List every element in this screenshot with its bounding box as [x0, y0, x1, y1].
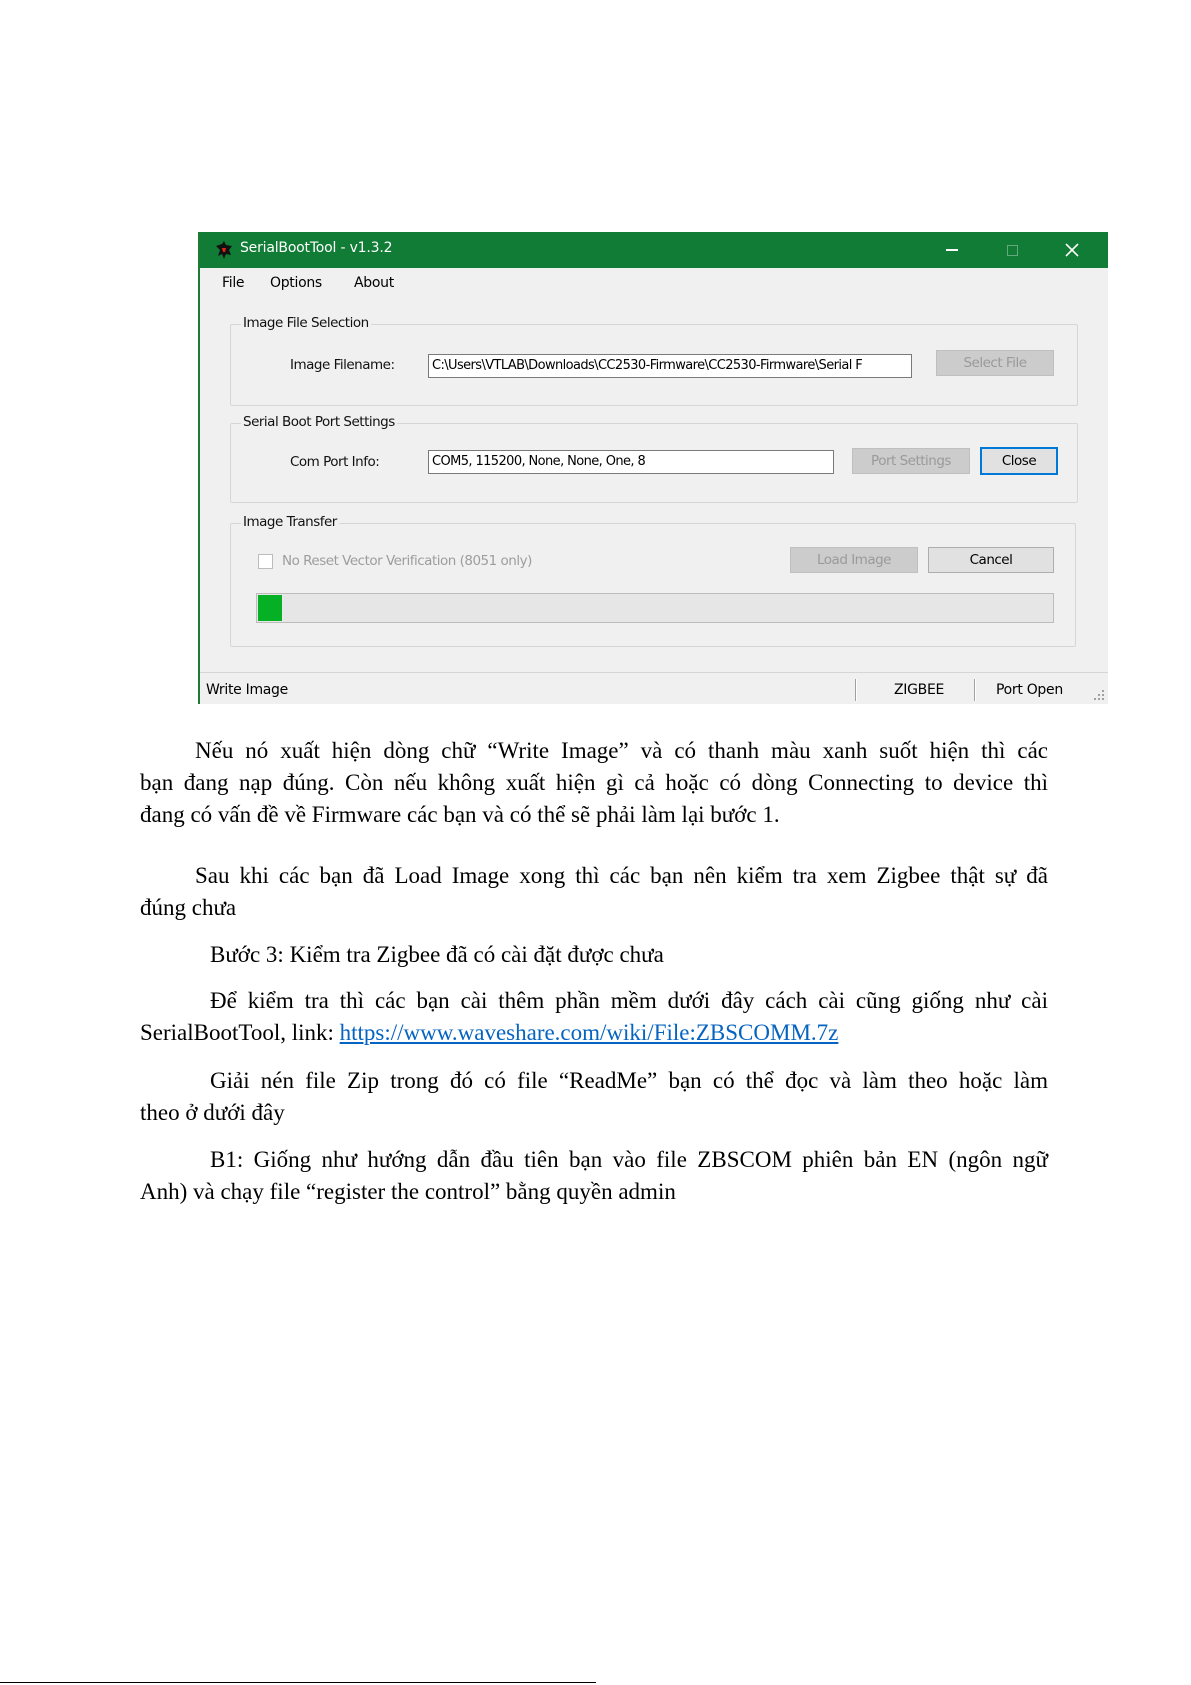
text-line: Sau khi các bạn đã Load Image xong thì các bạn nên kiểm tra xem Zigbee thật sự đã — [195, 863, 1048, 888]
menu-bar — [200, 268, 1108, 298]
group-legend: Image File Selection — [243, 315, 369, 331]
maximize-icon — [1007, 245, 1018, 256]
resize-grip-icon[interactable] — [1091, 689, 1105, 701]
window-title: SerialBootTool - v1.3.2 — [240, 240, 393, 256]
no-reset-vector-label: No Reset Vector Verification (8051 only) — [282, 553, 532, 569]
menu-options[interactable]: Options — [270, 275, 322, 291]
progress-fill — [258, 595, 282, 621]
close-window-button[interactable] — [1042, 232, 1102, 268]
image-filename-label: Image Filename: — [290, 357, 395, 373]
paragraph-after-load — [140, 860, 1048, 924]
text-line: theo ở dưới đây — [140, 1100, 285, 1125]
minimize-button[interactable] — [922, 232, 982, 268]
status-separator — [855, 679, 857, 701]
status-bar — [200, 672, 1108, 704]
text-line: Anh) và chạy file “register the control” bằng quyền admin — [140, 1179, 676, 1204]
text-line: Bước 3: Kiểm tra Zigbee đã có cài đặt được chưa — [210, 942, 664, 967]
menu-file[interactable]: File — [222, 275, 245, 291]
select-file-button[interactable]: Select File — [936, 350, 1054, 376]
image-transfer-group — [230, 514, 1076, 647]
cancel-button[interactable]: Cancel — [928, 547, 1054, 573]
paragraph-b1 — [140, 1144, 1048, 1208]
close-button[interactable]: Close — [980, 447, 1058, 475]
close-icon — [1065, 243, 1079, 257]
zbscomm-download-link[interactable]: https://www.waveshare.com/wiki/File:ZBSCOMM.7z — [339, 1020, 839, 1045]
paragraph-unzip — [140, 1065, 1048, 1129]
text-span: SerialBootTool, link: — [140, 1020, 340, 1045]
footnote-rule — [0, 1682, 596, 1683]
serialboottool-screenshot — [198, 232, 1108, 704]
title-bar — [200, 232, 1108, 268]
status-device: ZIGBEE — [894, 682, 945, 698]
status-port: Port Open — [996, 682, 1063, 698]
text-line: Nếu nó xuất hiện dòng chữ “Write Image” và có thanh màu xanh suốt hiện thì các — [195, 738, 1048, 763]
paragraph-write-image — [140, 735, 1048, 831]
menu-about[interactable]: About — [354, 275, 394, 291]
text-line: B1: Giống như hướng dẫn đầu tiên bạn vào file ZBSCOM phiên bản EN (ngôn ngữ — [210, 1147, 1048, 1172]
group-legend: Serial Boot Port Settings — [243, 414, 395, 430]
text-line — [140, 1017, 1048, 1049]
no-reset-vector-checkbox[interactable] — [258, 554, 273, 569]
transfer-progress-bar — [256, 593, 1054, 623]
step-3-heading — [140, 939, 1048, 971]
status-separator — [974, 679, 976, 701]
text-line: bạn đang nạp đúng. Còn nếu không xuất hiện gì cả hoặc có dòng Connecting to device thì — [140, 770, 1048, 795]
com-port-info-field[interactable]: COM5, 115200, None, None, One, 8 — [428, 450, 834, 474]
group-legend: Image Transfer — [243, 514, 337, 530]
minimize-icon — [946, 249, 958, 251]
paragraph-install-software — [140, 985, 1048, 1049]
com-port-info-label: Com Port Info: — [290, 454, 380, 470]
load-image-button[interactable]: Load Image — [790, 547, 918, 573]
text-line: đúng chưa — [140, 895, 237, 920]
text-line: Để kiểm tra thì các bạn cài thêm phần mềm dưới đây cách cài cũng giống như cài — [210, 988, 1048, 1013]
text-line: đang có vấn đề về Firmware các bạn và có thể sẽ phải làm lại bước 1. — [140, 802, 780, 827]
image-filename-field[interactable]: C:\Users\VTLAB\Downloads\CC2530-Firmware\CC2530-Firmware\Serial F — [428, 354, 912, 378]
app-logo-icon — [214, 240, 234, 260]
port-settings-button[interactable]: Port Settings — [852, 448, 970, 474]
status-text: Write Image — [206, 682, 288, 698]
maximize-button[interactable] — [982, 232, 1042, 268]
text-line: Giải nén file Zip trong đó có file “ReadMe” bạn có thể đọc và làm theo hoặc làm — [210, 1068, 1048, 1093]
